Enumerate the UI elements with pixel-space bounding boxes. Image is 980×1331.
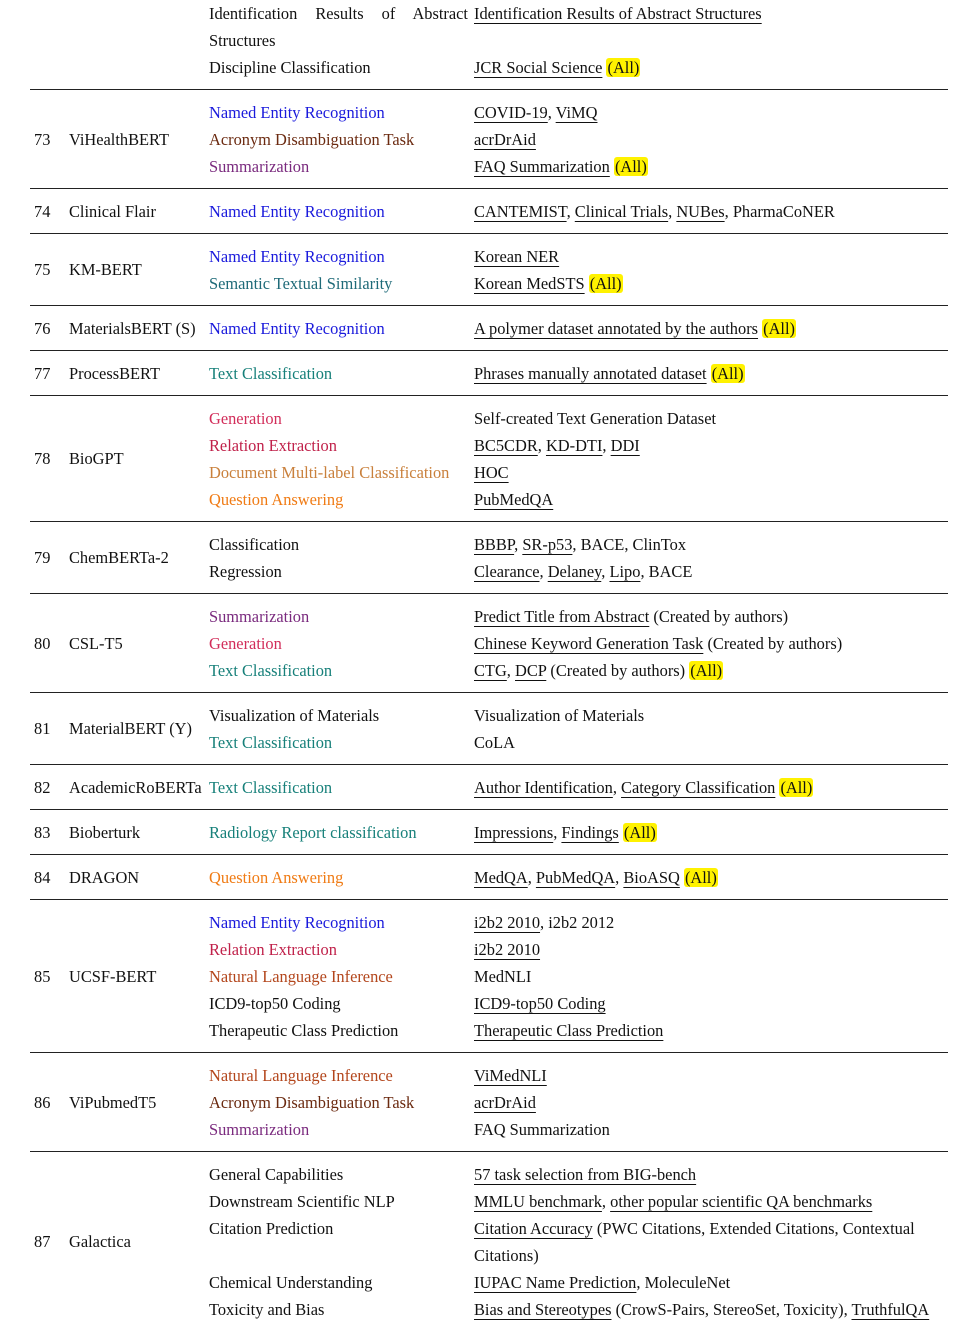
dataset-link[interactable]: Author Identification [474, 778, 613, 797]
row-number: 80 [34, 633, 51, 653]
dataset-link[interactable]: COVID-19 [474, 103, 548, 122]
dataset-link[interactable]: Chinese Keyword Generation Task [474, 634, 704, 653]
dataset-link[interactable]: Predict Title from Abstract [474, 607, 650, 626]
table-row [30, 594, 948, 693]
table-row [30, 855, 948, 900]
all-badge: (All) [763, 319, 796, 338]
all-badge: (All) [711, 364, 744, 383]
task-list [209, 1062, 948, 1143]
task-list: Named Entity Recognition i2b2 2010, i2b2 2012 Relation Extraction i2b2 2010 Natural Language Inference MedNLI ICD9-top50 Coding ICD9-top50 Coding Therapeutic Class Prediction Therapeutic Class Prediction [209, 909, 948, 1044]
dataset-link[interactable]: DCP [515, 661, 547, 680]
task-label: Acronym Disambiguation Task [209, 130, 415, 149]
dataset-note: (Created by authors) [550, 661, 686, 680]
row-number: 84 [34, 867, 51, 887]
dataset-link[interactable]: Findings [561, 823, 619, 842]
all-badge: (All) [623, 823, 656, 842]
task-label: Text Classification [209, 364, 333, 383]
dataset-note: Citations) [474, 1246, 539, 1265]
table-row [30, 0, 948, 90]
dataset-link[interactable]: DDI [610, 436, 640, 455]
dataset-link[interactable]: CTG [474, 661, 507, 680]
task-label: Visualization of Materials [209, 706, 380, 725]
dataset-name: CoLA [474, 733, 515, 752]
dataset-link[interactable]: BC5CDR [474, 436, 538, 455]
all-badge: (All) [684, 868, 717, 887]
task-label: Regression [209, 562, 282, 581]
dataset-note: (Created by authors) [707, 634, 843, 653]
dataset-link[interactable]: Impressions [474, 823, 554, 842]
model-name: MaterialsBERT (S) [69, 318, 196, 338]
dataset-name: BACE [648, 562, 693, 581]
task-list: Named Entity Recognition CANTEMIST, Clinical Trials, NUBes, PharmaCoNER [209, 198, 948, 225]
all-badge: (All) [614, 157, 647, 176]
task-label: Named Entity Recognition [209, 913, 385, 932]
task-label: Classification [209, 535, 300, 554]
row-number: 86 [34, 1092, 51, 1112]
task-label: Named Entity Recognition [209, 319, 385, 338]
dataset-link[interactable]: CANTEMIST [474, 202, 567, 221]
table-row [30, 1053, 948, 1152]
task-label: Question Answering [209, 490, 344, 509]
dataset-link[interactable]: Korean NER [474, 247, 560, 266]
dataset-link[interactable]: Bias and Stereotypes [474, 1300, 612, 1319]
model-name: Clinical Flair [69, 201, 156, 221]
task-label: Named Entity Recognition [209, 247, 385, 266]
dataset-link[interactable]: Lipo [609, 562, 641, 581]
task-label: Relation Extraction [209, 940, 337, 959]
task-label: ICD9-top50 Coding [209, 994, 341, 1013]
dataset-name: PharmaCoNER [732, 202, 835, 221]
task-label: Radiology Report classification [209, 823, 417, 842]
all-badge: (All) [780, 778, 813, 797]
task-label: Generation [209, 634, 282, 653]
dataset-link[interactable]: ViMedNLI [474, 1066, 547, 1085]
task-label: Text Classification [209, 661, 333, 680]
table-row [30, 189, 948, 234]
dataset-link[interactable]: MMLU benchmark [474, 1192, 602, 1211]
all-badge: (All) [589, 274, 622, 293]
dataset-link[interactable]: 57 task selection from BIG-bench [474, 1165, 697, 1184]
dataset-name: i2b2 2012 [548, 913, 615, 932]
task-list: Text Classification Author Identification, Category Classification (All) [209, 774, 948, 801]
table-row [30, 810, 948, 855]
task-label: Natural Language Inference [209, 967, 393, 986]
model-name: DRAGON [69, 867, 140, 887]
model-name: ChemBERTa-2 [69, 548, 169, 567]
task-label: Summarization [209, 1120, 310, 1139]
table-row [30, 765, 948, 810]
task-list: Named Entity Recognition COVID-19, ViMQ Acronym Disambiguation Task acrDrAid Summarization FAQ Summarization (All) [209, 99, 948, 180]
dataset-link[interactable]: ICD9-top50 Coding [474, 994, 606, 1013]
table-row [30, 234, 948, 306]
dataset-name: ClinTox [632, 535, 687, 554]
task-list [209, 702, 948, 756]
task-label: Citation Prediction [209, 1219, 334, 1238]
task-list: Summarization Predict Title from Abstract (Created by authors) Generation Chinese Keyword Generation Task (Created by authors) Text Classification CTG, DCP (Created by authors) (All) [209, 603, 948, 684]
task-label: Generation [209, 409, 282, 428]
dataset-link[interactable]: i2b2 2010 [474, 913, 541, 932]
dataset-link[interactable]: MedQA [474, 868, 528, 887]
dataset-link[interactable]: Category Classification [621, 778, 776, 797]
dataset-link[interactable]: TruthfulQA [851, 1300, 930, 1319]
dataset-link[interactable]: BBBP [474, 535, 515, 554]
table-row [30, 306, 948, 351]
task-list [209, 0, 948, 81]
all-badge: (All) [607, 58, 640, 77]
task-list [209, 360, 948, 387]
dataset-note: (CrowS-Pairs, StereoSet, Toxicity), [615, 1300, 848, 1319]
dataset-link[interactable]: i2b2 2010 [474, 940, 541, 959]
task-label: Semantic Textual Similarity [209, 274, 393, 293]
task-label: Text Classification [209, 778, 333, 797]
task-label: Named Entity Recognition [209, 202, 385, 221]
dataset-link[interactable]: SR-p53 [522, 535, 573, 554]
task-label: General Capabilities [209, 1165, 344, 1184]
dataset-name: FAQ Summarization [474, 1120, 610, 1139]
table-row [30, 693, 948, 765]
task-list: Question Answering MedQA, PubMedQA, BioASQ (All) [209, 864, 948, 891]
dataset-link[interactable]: Korean MedSTS [474, 274, 585, 293]
task-label: Toxicity and Bias [209, 1300, 325, 1319]
table-row [30, 522, 948, 594]
dataset-link[interactable]: Identification Results of Abstract Structures [474, 4, 762, 23]
task-label: Downstream Scientific NLP [209, 1192, 395, 1211]
row-number: 77 [34, 363, 51, 383]
dataset-link[interactable]: Citation Accuracy [474, 1219, 593, 1238]
task-label: Named Entity Recognition [209, 103, 385, 122]
row-number: 76 [34, 318, 51, 338]
dataset-link[interactable]: Therapeutic Class Prediction [474, 1021, 664, 1040]
dataset-name: Visualization of Materials [474, 706, 645, 725]
row-number: 87 [34, 1232, 51, 1251]
task-list: Generation Self-created Text Generation Dataset Relation Extraction BC5CDR, KD-DTI, DDI Document Multi-label Classification HOC Question Answering PubMedQA [209, 405, 948, 513]
dataset-name: MoleculeNet [644, 1273, 731, 1292]
dataset-link[interactable]: JCR Social Science [474, 58, 603, 77]
row-number: 82 [34, 777, 51, 797]
dataset-link[interactable]: Phrases manually annotated dataset [474, 364, 707, 383]
table-row [30, 1152, 948, 1331]
model-name: Bioberturk [69, 822, 141, 842]
dataset-link[interactable]: Clearance [474, 562, 540, 581]
task-label: Text Classification [209, 733, 333, 752]
model-name: AcademicRoBERTa [69, 777, 202, 797]
dataset-link[interactable]: PubMedQA [535, 868, 616, 887]
dataset-link[interactable]: acrDrAid [474, 130, 536, 149]
model-name: ViPubmedT5 [69, 1092, 157, 1112]
task-list: Classification BBBP, SR-p53, BACE, ClinTox Regression Clearance, Delaney, Lipo, BACE [209, 531, 948, 585]
task-list: Radiology Report classification Impressions, Findings (All) [209, 819, 948, 846]
dataset-name: Self-created Text Generation Dataset [474, 409, 717, 428]
row-number: 85 [34, 966, 51, 986]
dataset-name: MedNLI [474, 967, 532, 986]
row-number: 79 [34, 548, 51, 567]
task-label: Document Multi-label Classification [209, 463, 450, 482]
task-label: Relation Extraction [209, 436, 337, 455]
model-name: ProcessBERT [69, 363, 160, 383]
task-label: Identification Results of Abstract Structures [209, 4, 468, 50]
model-name: Galactica [69, 1232, 131, 1251]
row-number: 81 [34, 719, 51, 738]
dataset-link[interactable]: other popular scientific QA benchmarks [610, 1192, 873, 1211]
dataset-link[interactable]: KD-DTI [545, 436, 603, 455]
dataset-link[interactable]: HOC [474, 463, 509, 482]
model-name: MaterialBERT (Y) [69, 719, 192, 738]
task-list: General Capabilities 57 task selection from BIG-bench Downstream Scientific NLP MMLU benchmark, other popular scientific QA benchmarks Citation Prediction Citation Accuracy (PWC Citations, Extended Citations, Contextual Citations) Chemical Understanding IUPAC Name Prediction, MoleculeNet Toxicity and Bias Bias and Stereotypes (CrowS-Pairs, StereoSet, Toxicity), TruthfulQA [209, 1161, 948, 1323]
dataset-note: (PWC Citations, Extended Citations, Contextual [596, 1219, 915, 1238]
dataset-note: (Created by authors) [653, 607, 789, 626]
task-list [209, 315, 948, 342]
task-label: Discipline Classification [209, 58, 371, 77]
dataset-link[interactable]: Clinical Trials [574, 202, 669, 221]
task-label: Chemical Understanding [209, 1273, 373, 1292]
task-label: Summarization [209, 607, 310, 626]
row-number: 75 [34, 260, 51, 279]
model-name: ViHealthBERT [69, 129, 169, 149]
task-label: Question Answering [209, 868, 344, 887]
table-row [30, 351, 948, 396]
row-number: 83 [34, 822, 51, 842]
task-label: Summarization [209, 157, 310, 176]
task-label: Therapeutic Class Prediction [209, 1021, 399, 1040]
task-label: Acronym Disambiguation Task [209, 1093, 415, 1112]
dataset-link[interactable]: NUBes [676, 202, 725, 221]
model-table [30, 0, 948, 1331]
task-list [209, 243, 948, 297]
model-name: CSL-T5 [69, 633, 123, 653]
dataset-link[interactable]: ViMQ [555, 103, 598, 122]
dataset-name: BACE [580, 535, 625, 554]
dataset-link[interactable]: PubMedQA [474, 490, 554, 509]
dataset-link[interactable]: IUPAC Name Prediction [474, 1273, 637, 1292]
dataset-link[interactable]: BioASQ [623, 868, 680, 887]
model-name: UCSF-BERT [69, 966, 157, 986]
all-badge: (All) [690, 661, 723, 680]
dataset-link[interactable]: FAQ Summarization [474, 157, 610, 176]
table-row [30, 900, 948, 1053]
row-number: 78 [34, 449, 51, 468]
model-name: KM-BERT [69, 260, 142, 279]
dataset-link[interactable]: Delaney [547, 562, 602, 581]
dataset-link[interactable]: A polymer dataset annotated by the authors [474, 319, 759, 338]
task-label: Natural Language Inference [209, 1066, 393, 1085]
model-name: BioGPT [69, 449, 124, 468]
row-number: 74 [34, 201, 51, 221]
row-number: 73 [34, 129, 51, 149]
dataset-link[interactable]: acrDrAid [474, 1093, 536, 1112]
table-row [30, 396, 948, 522]
table-row [30, 90, 948, 189]
